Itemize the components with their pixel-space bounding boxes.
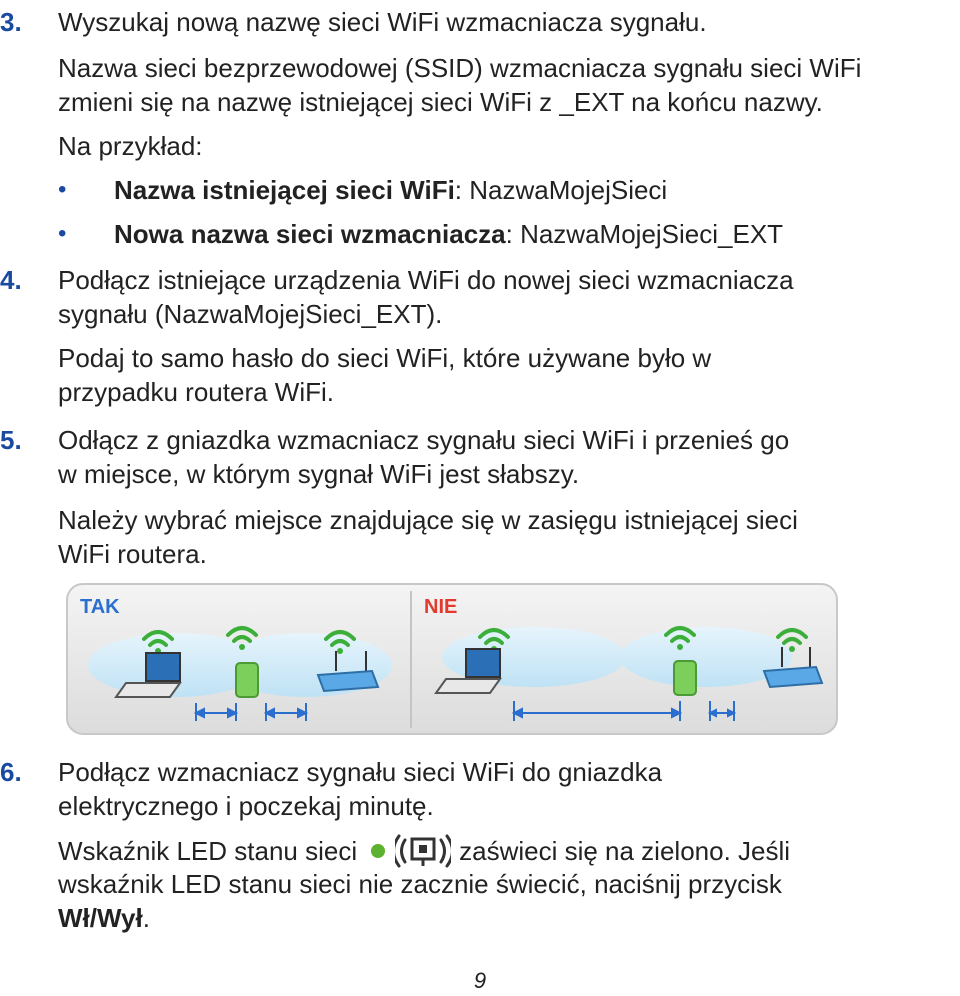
extender-icon	[236, 663, 258, 697]
bullet-value: : NazwaMojejSieci	[454, 175, 668, 205]
bullet-label: Nazwa istniejącej sieci WiFi	[114, 175, 455, 205]
step-6-text: wskaźnik LED stanu sieci nie zacznie świecić, naciśnij przycisk	[58, 869, 782, 899]
step-5-heading: Odłącz z gniazdka wzmacniacz sygnału sieci WiFi i przenieś go	[58, 425, 790, 455]
step-6-heading: Podłącz wzmacniacz sygnału sieci WiFi do gniazdka	[58, 757, 663, 787]
extender-icon	[674, 661, 696, 695]
bullet-item	[114, 174, 667, 206]
placement-illustration	[66, 583, 838, 743]
network-status-led-icon	[395, 834, 451, 868]
step-5-text: Należy wybrać miejsce znajdujące się w zasięgu istniejącej sieci	[58, 505, 798, 535]
bullet-item	[114, 218, 783, 250]
page-number: 9	[473, 968, 487, 993]
step-5-heading: w miejsce, w którym sygnał WiFi jest słabszy.	[58, 459, 580, 489]
example-intro: Na przykład:	[58, 131, 203, 161]
step-6-text	[58, 902, 150, 934]
step-number: 5.	[0, 425, 22, 455]
step-4-text: Podaj to samo hasło do sieci WiFi, które używane było w	[58, 343, 712, 373]
step-number: 3.	[0, 7, 22, 37]
step-3-text: zmieni się na nazwę istniejącej sieci WiFi z _EXT na końcu nazwy.	[58, 87, 823, 117]
sentence-end: .	[142, 903, 150, 933]
step-3-text: Nazwa sieci bezprzewodowej (SSID) wzmacniacza sygnału sieci WiFi	[58, 53, 862, 83]
no-label: NIE	[424, 596, 458, 618]
led-text-after: zaświeci się na zielono. Jeśli	[459, 835, 791, 866]
placement-diagram	[66, 583, 838, 743]
step-6-heading: elektrycznego i poczekaj minutę.	[58, 791, 434, 821]
step-3-heading: Wyszukaj nową nazwę sieci WiFi wzmacniacza sygnału.	[58, 7, 707, 37]
step-number: 6.	[0, 757, 22, 787]
bullet-label: Nowa nazwa sieci wzmacniacza	[114, 219, 506, 249]
step-4-heading: Podłącz istniejące urządzenia WiFi do nowej sieci wzmacniacza	[58, 265, 794, 295]
bullet-icon: •	[58, 220, 67, 247]
power-button-label: Wł/Wył	[58, 903, 143, 933]
step-number: 4.	[0, 265, 22, 295]
led-text-before: Wskaźnik LED stanu sieci	[58, 835, 358, 866]
yes-label: TAK	[80, 596, 120, 618]
step-4-text: przypadku routera WiFi.	[58, 377, 334, 407]
bullet-value: : NazwaMojejSieci_EXT	[505, 219, 784, 249]
green-led-dot-icon	[371, 844, 385, 858]
step-4-heading: sygnału (NazwaMojejSieci_EXT).	[58, 299, 443, 329]
step-6-text	[58, 834, 790, 872]
step-5-text: WiFi routera.	[58, 539, 207, 569]
bullet-icon: •	[58, 176, 67, 203]
